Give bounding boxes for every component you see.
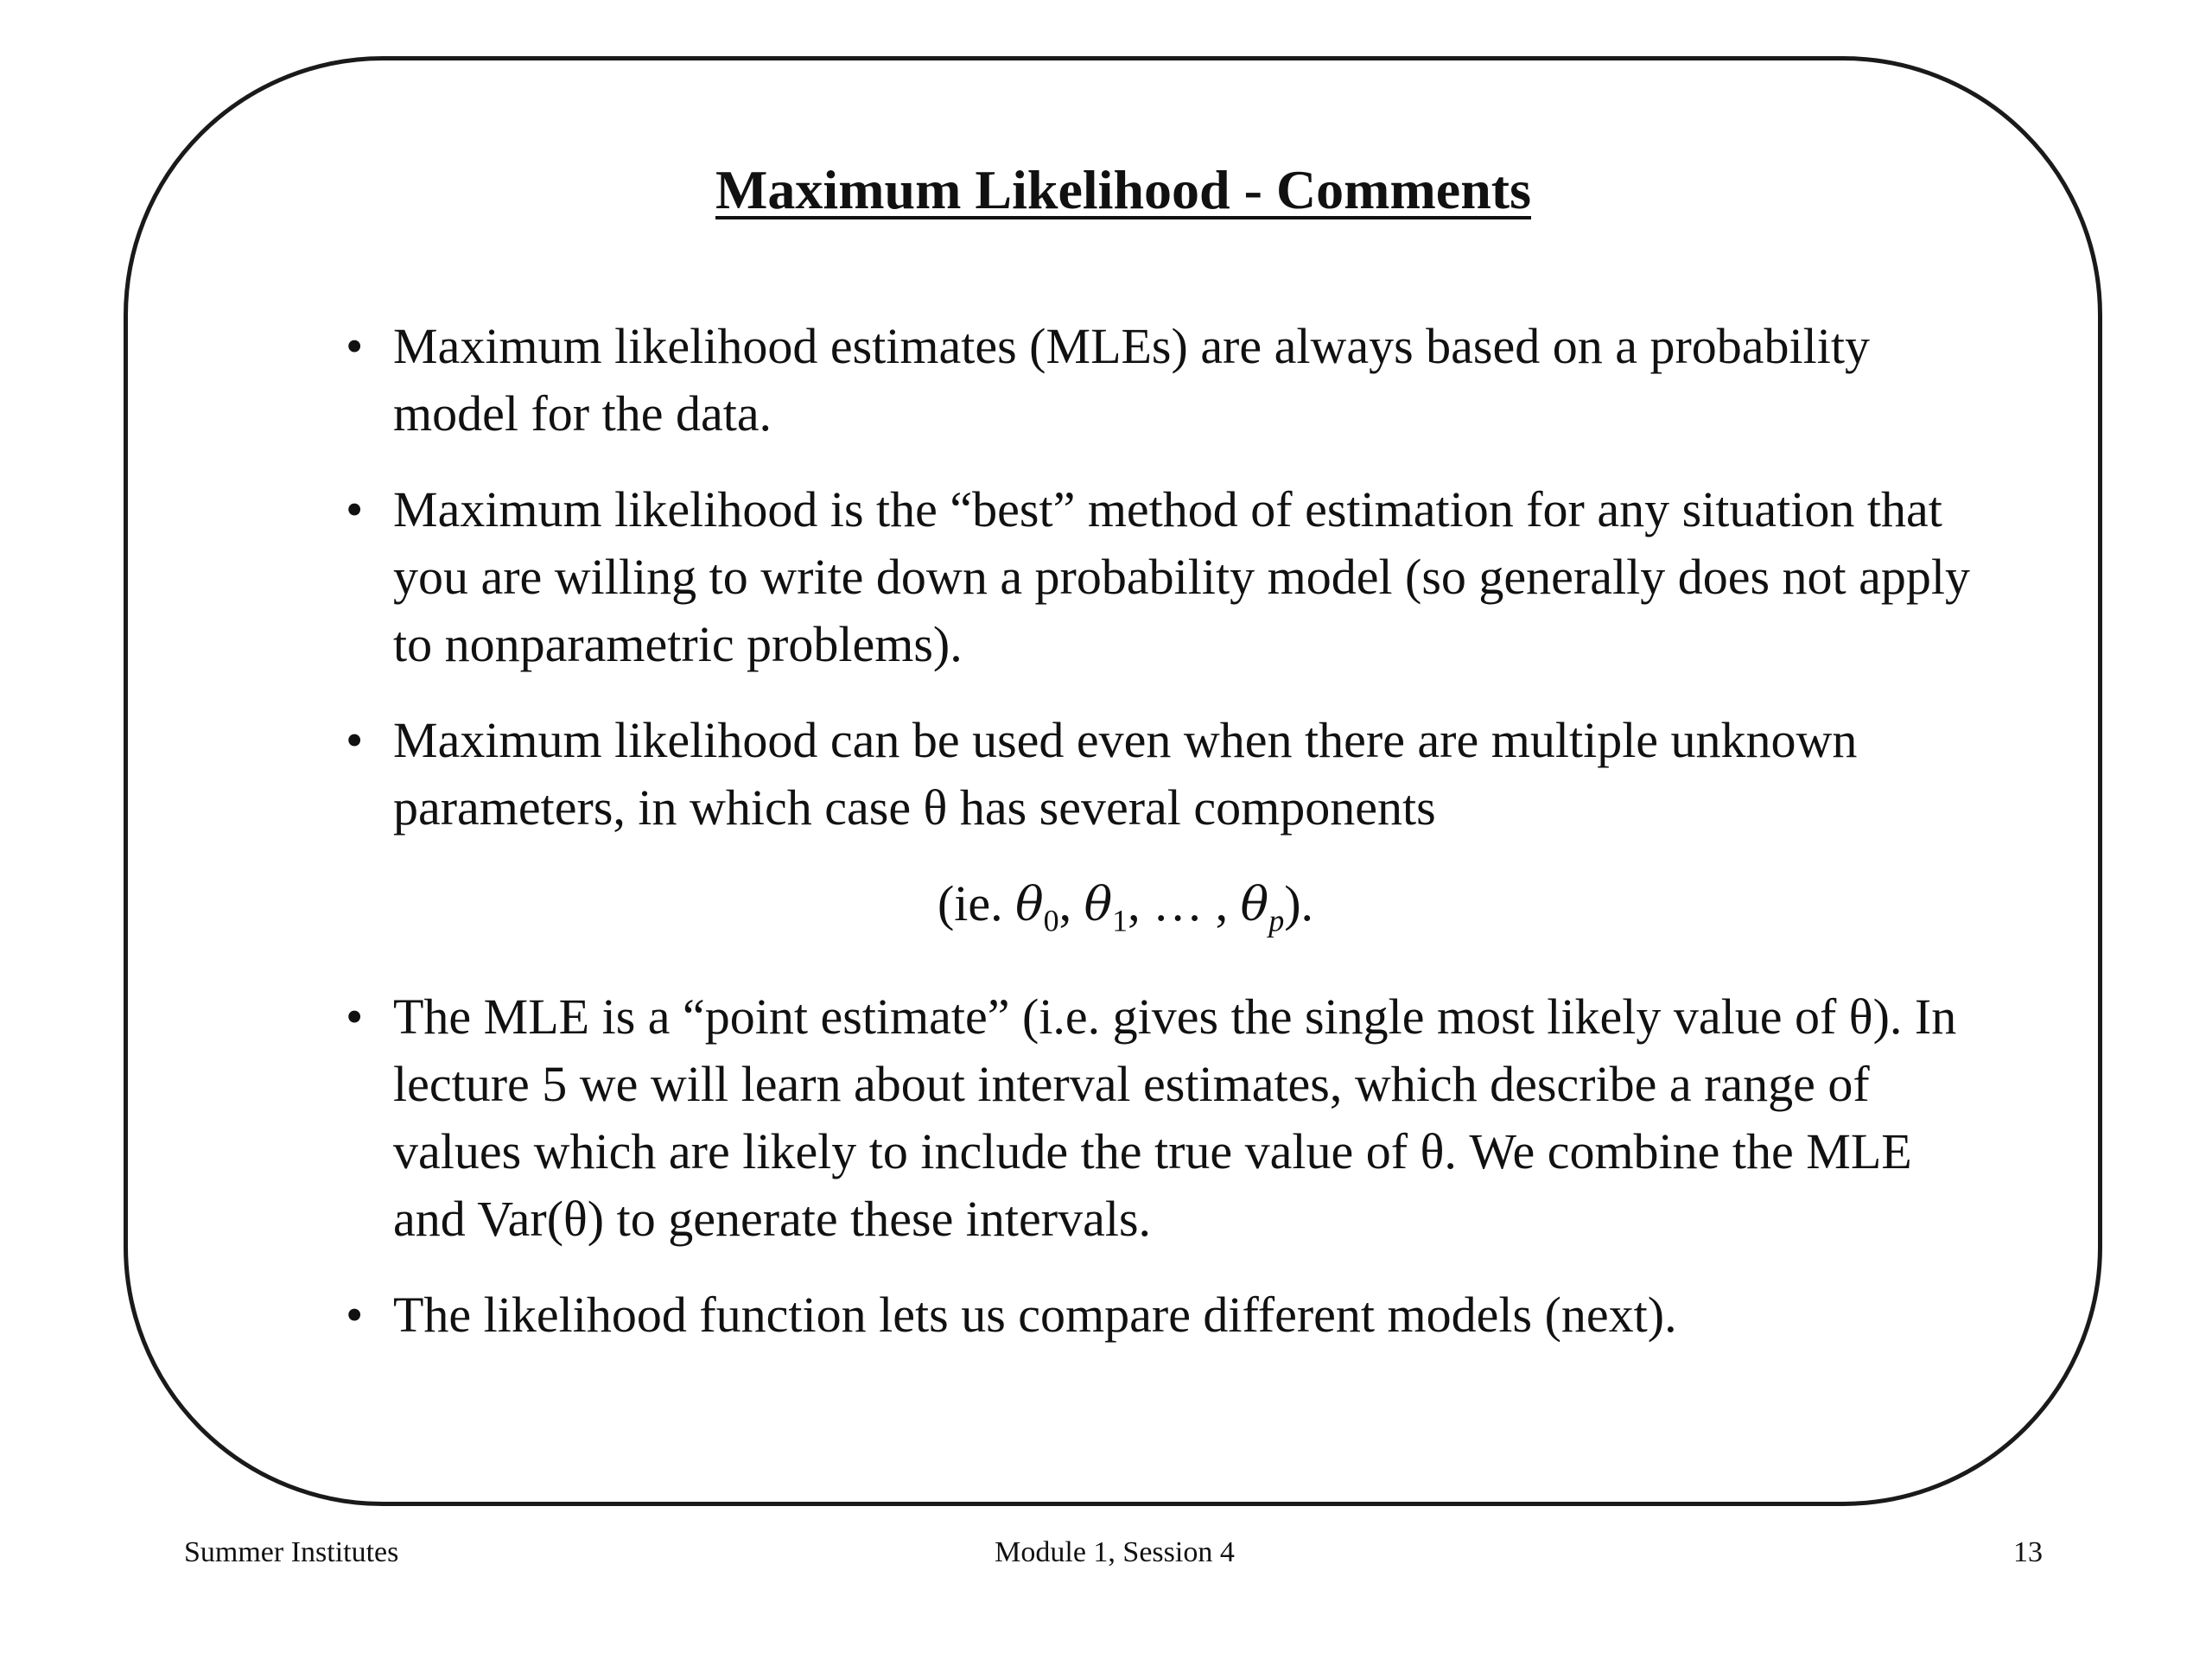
bullet-dot: • [346, 712, 364, 768]
bullet-item [346, 1281, 1970, 1349]
footer-institute: Summer Institutes [184, 1536, 399, 1568]
bullet-text: The likelihood function lets us compare different models (next). [393, 1286, 1677, 1343]
bullet-text: Maximum likelihood estimates (MLEs) are always based on a probability model for the data. [393, 318, 1870, 442]
bullet-item [346, 983, 1970, 1253]
bullet-text: The MLE is a “point estimate” (i.e. gives the single most likely value of θ). In lecture 5 we will learn about interval estimates, which describe a range of values which are likely to include the true value of θ. We combine the MLE and Var(θ) to generate these intervals. [393, 988, 1957, 1247]
bullet-dot: • [346, 481, 364, 537]
footer-session: Module 1, Session 4 [995, 1536, 1235, 1568]
bullet-text: Maximum likelihood is the “best” method of estimation for any situation that you are willing to write down a probability model (so generally does not apply to nonparametric problems). [393, 481, 1970, 672]
bullet-dot: • [346, 318, 364, 374]
bullet-dot: • [346, 1286, 364, 1343]
bullet-dot: • [346, 988, 364, 1045]
bullet-item [346, 476, 1970, 678]
bullet-text: Maximum likelihood can be used even when there are multiple unknown parameters, in which case θ has several components [393, 712, 1858, 836]
bullet-item [346, 707, 1970, 955]
bullet-list [346, 313, 1970, 1377]
bullet-item [346, 313, 1970, 448]
page-number: 13 [2013, 1536, 2043, 1568]
parameter-equation: (ie. $\theta_0$, $\theta_1$, … , $\theta_p$). [937, 875, 1314, 938]
slide-title: Maximum Likelihood - Comments [715, 159, 1531, 220]
